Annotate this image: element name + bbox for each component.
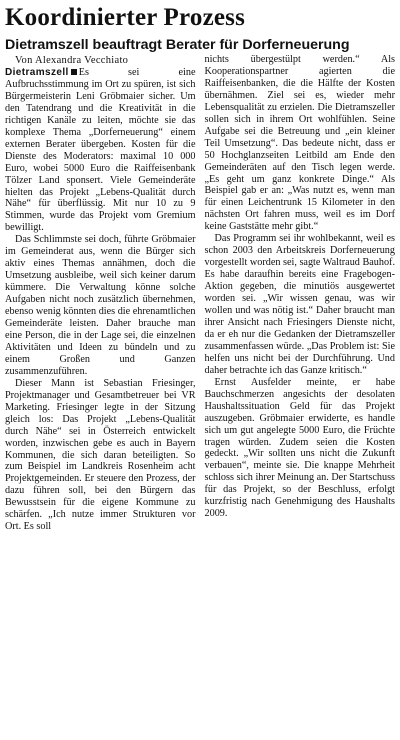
paragraph-1 [5, 67, 196, 234]
subheadline: Dietramszell beauftragt Berater für Dorferneuerung [5, 37, 350, 53]
paragraph-5: Das Programm sei ihr wohlbekannt, weil es schon 2003 den Arbeitskreis Dorferneuerung vorgestellt worden sei, sagte Waltraud Bauhof. Es habe daraufhin bereits eine Fragebogen-Aktion gegeben, die minutiös ausgewertet worden sei. „Wir wissen genau, was wir wollen und was nötig ist.“ Daher braucht man ihrer Ansicht nach Friesingers Dienste nicht, da er eh nur die Gedanken der Dietramszeller zusammenfassen würde. „Das Problem ist: Sie helfen uns nicht bei der Durchführung. Und daher betrachte ich das Ganze kritisch.“ [204, 233, 395, 376]
byline: Von Alexandra Vecchiato [15, 55, 129, 66]
paragraph-3: Dieser Mann ist Sebastian Friesinger, Projektmanager und Gesamtbetreuer bei VR Marketing. Friesinger legte in der Sitzung gleich los: Das Projekt „Lebens-Qualität durch Nähe“ sei in Österreich entwickelt worden, inzwischen gebe es auch in Bayern Kommunen, die sich daran beteiligten. So zum Beispiel im Landkreis Rosenheim acht Projektgemeinden. Er steuere den Prozess, der dazu führen soll, bei den Bürgern das Bewusstsein für die eigene Kommune zu schärfen. „Ich nutze immer Strukturen vor Ort. Es soll [5, 377, 196, 533]
paragraph-4: nichts übergestülpt werden.“ Als Kooperationspartner agierten die Raiffeisenbanken, die die Hälfte der Kosten übernähmen. Ziel sei es, wieder mehr Lebensqualität zu erzielen. Die Dietramszeller sollen sich in ihrem Ort wohlfühlen. Seine Aufgabe sei die Betreuung und „ein kleiner Teil Umsetzung“. Das bedeute nicht, dass er 50 Hochglanzseiten Leitbild am Ende den Gemeinderäten auf den Tisch legen werde. „Es geht um ganz konkrete Dinge.“ Als Beispiel gab er an: „Was nutzt es, wenn man für einen Leichentrunk 15 Kilometer in den nächsten Ort fahren muss, weil es im Dorf keine Gaststätte mehr gibt.“ [204, 54, 395, 233]
column-2 [205, 54, 396, 736]
headline: Koordinierter Prozess [5, 4, 246, 31]
paragraph-2: Das Schlimmste sei doch, führte Gröbmaier im Gemeinderat aus, wenn die Bürger sich aktiv eines Themas annähmen, doch die Umsetzung ausbleibe, weil sich keiner darum kümmere. Die Verwaltung könne solche Aufgaben nicht noch zusätzlich übernehmen, ebenso wenig könnten dies die ehrenamtlichen Gemeinderäte leisten. Daher brauche man eine Person, die in der Lage sei, die einzelnen Aktivitäten und Ideen zu bündeln und zu einem Großen und Ganzen zusammenzuführen. [5, 234, 196, 377]
paragraph-1-text: Es sei eine Aufbruchsstimmung im Ort zu spüren, ist sich Bürgermeisterin Leni Gröbmaier sicher. Um den Tatendrang und die Kreativität in die richtigen Kanäle zu leiten, möchte sie das komplexe Thema „Dorferneuerung“ einem externen Berater übergeben. Kosten für die Dienste des Moderators: maximal 10 000 Euro, wobei 5000 Euro die Raiffeisenbank Tölzer Land sponsert. Viele Gemeinderäte hielten das Projekt „Lebens-Qualität durch Nähe“ für überflüssig. Mit nur 10 zu 9 Stimmen, wurde das Projekt vom Gremium bewilligt. [5, 67, 196, 234]
article-body [5, 54, 395, 736]
square-bullet-icon [71, 69, 77, 75]
column-1 [5, 54, 196, 736]
dateline: Dietramszell [5, 67, 69, 78]
paragraph-6: Ernst Ausfelder meinte, er habe Bauchschmerzen angesichts der desolaten Haushaltssituation Geld für das Projekt auszugeben. Gröbmaier erwiderte, es handle sich um gut angelegte 5000 Euro, die Früchte tragen würden. Zudem seien die Kosten gedeckt. „Wir sollten uns nicht die Zukunft verbauen“, meinte sie. Die knappe Mehrheit schloss sich ihrer Meinung an. Der Startschuss für das Projekt, so der Beschluss, erfolgt kurzfristig nach Genehmigung des Haushalts 2009. [204, 376, 395, 520]
